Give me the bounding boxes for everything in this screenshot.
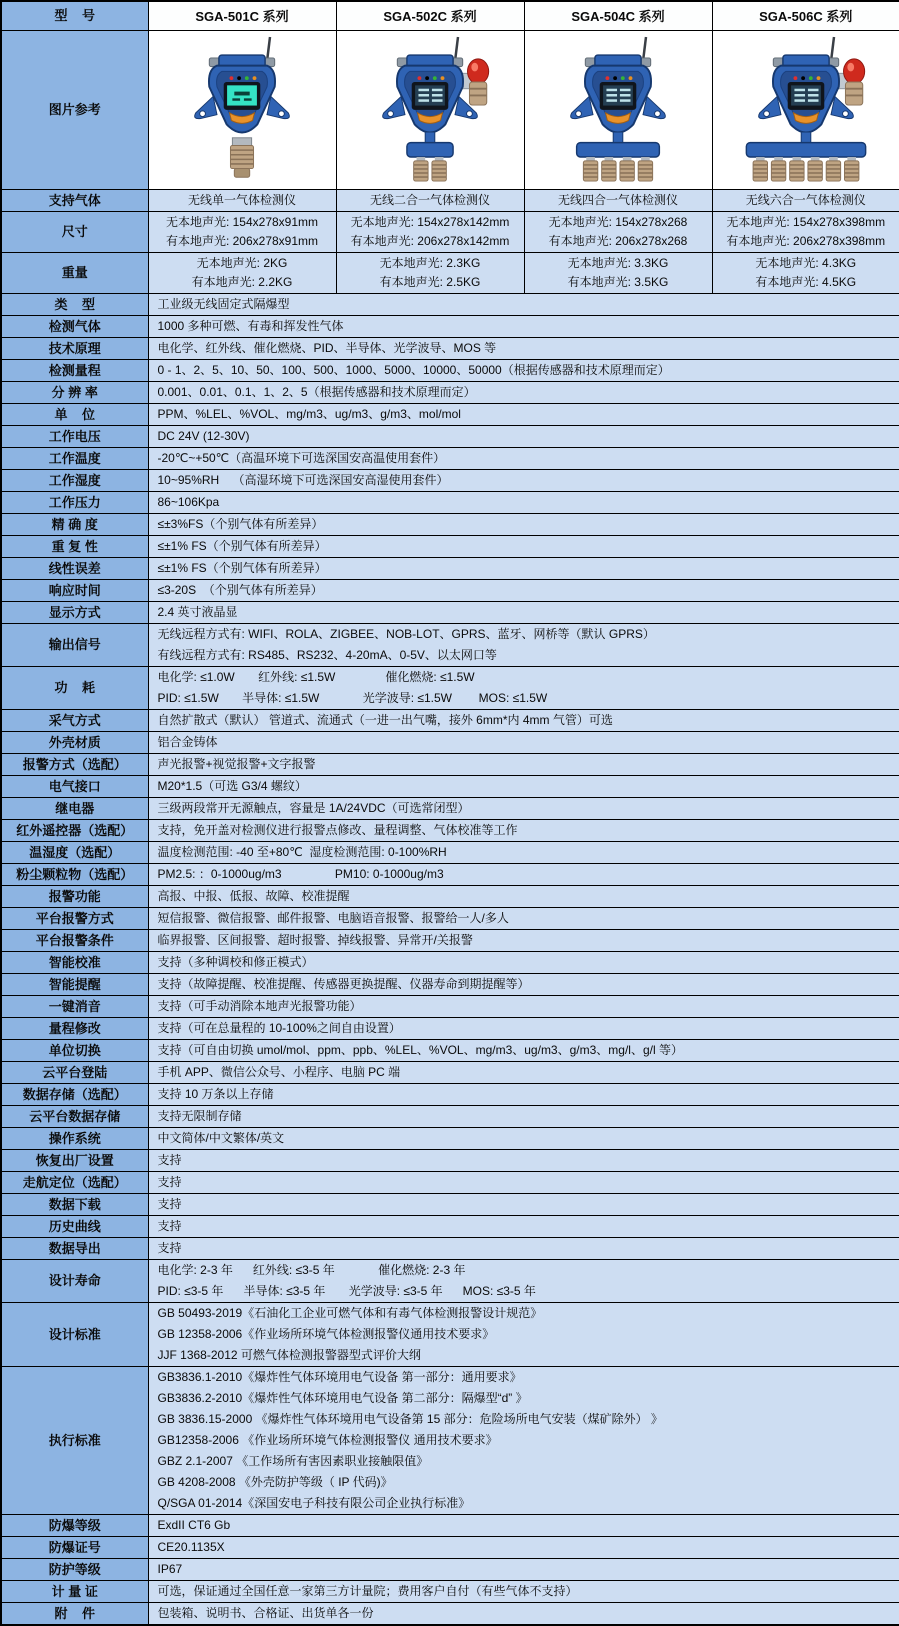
- spec-row: [1, 1039, 899, 1061]
- model-header-2: SGA-504C 系列: [524, 1, 712, 30]
- device-illustration-0: [155, 31, 329, 188]
- row-label: 电气接口: [1, 775, 148, 797]
- row-label: 设计标准: [1, 1302, 148, 1366]
- row-label: 精 确 度: [1, 513, 148, 535]
- row-label: 防护等级: [1, 1558, 148, 1580]
- text-line: 2.4 英寸液晶显: [149, 602, 899, 623]
- spec-row: [1, 557, 899, 579]
- device-image-cell-0: [148, 30, 336, 189]
- spec-value-cell: [148, 929, 899, 951]
- row-label: 类 型: [1, 293, 148, 315]
- spec-row: [1, 381, 899, 403]
- text-line: 支持（可手动消除本地声光报警功能）: [149, 996, 899, 1017]
- row-label: 检测气体: [1, 315, 148, 337]
- spec-row: [1, 1215, 899, 1237]
- spec-value-cell: [148, 513, 899, 535]
- text-line: 有本地声光: 4.5KG: [713, 273, 899, 292]
- text-line: GB 3836.15-2000 《爆炸性气体环境用电气设备第 15 部分：危险场所电气安装（煤矿除外） 》: [149, 1409, 899, 1430]
- model-row-label: 型 号: [1, 1, 148, 30]
- text-line: 10~95%RH （高湿环境下可选深国安高湿使用套件）: [149, 470, 899, 491]
- text-line: 无本地声光: 3.3KG: [525, 254, 712, 273]
- text-line: DC 24V (12-30V): [149, 426, 899, 447]
- text-line: 有本地声光: 206x278x268: [525, 232, 712, 251]
- row-label: 功 耗: [1, 666, 148, 709]
- row-label: 防爆等级: [1, 1514, 148, 1536]
- multi-value-cell: [336, 211, 524, 252]
- text-line: 支持 10 万条以上存储: [149, 1084, 899, 1105]
- text-line: ≤3-20S （个别气体有所差异）: [149, 580, 899, 601]
- spec-row: [1, 1514, 899, 1536]
- row-label: 单位切换: [1, 1039, 148, 1061]
- spec-value-cell: [148, 1193, 899, 1215]
- text-line: PM2.5: ：0-1000ug/m3 PM10: 0-1000ug/m3: [149, 864, 899, 885]
- text-line: GB12358-2006 《作业场所环境气体检测报警仪 通用技术要求》: [149, 1430, 899, 1451]
- text-line: PPM、%LEL、%VOL、mg/m3、ug/m3、g/m3、mol/mol: [149, 404, 899, 425]
- multi-row-1: [1, 211, 899, 252]
- spec-row: [1, 337, 899, 359]
- row-label: 红外遥控器（选配）: [1, 819, 148, 841]
- spec-value-cell: [148, 623, 899, 666]
- spec-row: [1, 753, 899, 775]
- spec-row: [1, 1017, 899, 1039]
- row-label: 一键消音: [1, 995, 148, 1017]
- spec-value-cell: [148, 1083, 899, 1105]
- row-label: 检测量程: [1, 359, 148, 381]
- row-label: 粉尘颗粒物（选配）: [1, 863, 148, 885]
- row-label: 重量: [1, 252, 148, 293]
- multi-value-cell: [336, 189, 524, 211]
- text-line: 声光报警+视觉报警+文字报警: [149, 754, 899, 775]
- spec-row: [1, 885, 899, 907]
- text-line: 有本地声光: 2.2KG: [149, 273, 336, 292]
- row-label: 分 辨 率: [1, 381, 148, 403]
- text-line: 无本地声光: 2KG: [149, 254, 336, 273]
- text-line: CE20.1135X: [149, 1537, 899, 1558]
- text-line: 温度检测范围: -40 至+80℃ 湿度检测范围: 0-100%RH: [149, 842, 899, 863]
- row-label: 工作湿度: [1, 469, 148, 491]
- spec-row: [1, 1580, 899, 1602]
- spec-value-cell: [148, 753, 899, 775]
- spec-value-cell: [148, 1259, 899, 1302]
- text-line: 无线六合一气体检测仪: [713, 191, 899, 210]
- spec-value-cell: [148, 1039, 899, 1061]
- row-label: 恢复出厂设置: [1, 1149, 148, 1171]
- spec-row: [1, 491, 899, 513]
- spec-row: [1, 403, 899, 425]
- text-line: 支持: [149, 1238, 899, 1259]
- text-line: 三级两段常开无源触点，容量是 1A/24VDC（可选常闭型）: [149, 798, 899, 819]
- spec-row: [1, 1061, 899, 1083]
- spec-row: [1, 973, 899, 995]
- spec-value-cell: [148, 731, 899, 753]
- multi-value-cell: [148, 211, 336, 252]
- text-line: 短信报警、微信报警、邮件报警、电脑语音报警、报警给一人/多人: [149, 908, 899, 929]
- text-line: GB3836.1-2010《爆炸性气体环境用电气设备 第一部分：通用要求》: [149, 1367, 899, 1388]
- row-label: 设计寿命: [1, 1259, 148, 1302]
- text-line: 铝合金铸体: [149, 732, 899, 753]
- spec-value-cell: [148, 535, 899, 557]
- text-line: 手机 APP、微信公众号、小程序、电脑 PC 端: [149, 1062, 899, 1083]
- spec-value-cell: [148, 1580, 899, 1602]
- text-line: 支持: [149, 1194, 899, 1215]
- spec-value-cell: [148, 293, 899, 315]
- spec-row: [1, 1259, 899, 1302]
- spec-row: [1, 1602, 899, 1625]
- spec-row: [1, 293, 899, 315]
- spec-row: [1, 1149, 899, 1171]
- text-line: 支持，免开盖对检测仪进行报警点修改、量程调整、气体校准等工作: [149, 820, 899, 841]
- spec-value-cell: [148, 1061, 899, 1083]
- text-line: PID: ≤3-5 年 半导体: ≤3-5 年 光学波导: ≤3-5 年 MOS: ≤3-5 年: [149, 1281, 899, 1302]
- spec-row: [1, 819, 899, 841]
- spec-row: [1, 315, 899, 337]
- row-label: 智能校准: [1, 951, 148, 973]
- spec-row: [1, 535, 899, 557]
- text-line: 无线四合一气体检测仪: [525, 191, 712, 210]
- spec-row: [1, 863, 899, 885]
- spec-row: [1, 1237, 899, 1259]
- row-label: 继电器: [1, 797, 148, 819]
- spec-value-cell: [148, 579, 899, 601]
- spec-row: [1, 1302, 899, 1366]
- spec-value-cell: [148, 951, 899, 973]
- text-line: 可选，保证通过全国任意一家第三方计量院；费用客户自付（有些气体不支持）: [149, 1581, 899, 1602]
- spec-value-cell: [148, 447, 899, 469]
- multi-value-cell: [524, 211, 712, 252]
- model-header-3: SGA-506C 系列: [712, 1, 899, 30]
- spec-row: [1, 929, 899, 951]
- text-line: GB 4208-2008 《外壳防护等级（ IP 代码)》: [149, 1472, 899, 1493]
- text-line: 支持（可在总量程的 10-100%之间自由设置）: [149, 1018, 899, 1039]
- spec-value-cell: [148, 1017, 899, 1039]
- row-label: 防爆证号: [1, 1536, 148, 1558]
- row-label: 执行标准: [1, 1366, 148, 1514]
- row-label: 单 位: [1, 403, 148, 425]
- text-line: 无本地声光: 154x278x398mm: [713, 213, 899, 232]
- text-line: 支持无限制存储: [149, 1106, 899, 1127]
- device-image-cell-1: [336, 30, 524, 189]
- spec-value-cell: [148, 403, 899, 425]
- spec-row: [1, 666, 899, 709]
- spec-row: [1, 907, 899, 929]
- text-line: 高报、中报、低报、故障、校准提醒: [149, 886, 899, 907]
- row-label: 平台报警方式: [1, 907, 148, 929]
- text-line: ExdII CT6 Gb: [149, 1515, 899, 1536]
- row-label: 报警方式（选配）: [1, 753, 148, 775]
- spec-value-cell: [148, 841, 899, 863]
- row-label: 云平台数据存储: [1, 1105, 148, 1127]
- model-header-1: SGA-502C 系列: [336, 1, 524, 30]
- spec-value-cell: [148, 1558, 899, 1580]
- row-label: 计 量 证: [1, 1580, 148, 1602]
- row-label: 工作压力: [1, 491, 148, 513]
- row-label: 工作电压: [1, 425, 148, 447]
- text-line: 电化学: 2-3 年 红外线: ≤3-5 年 催化燃烧: 2-3 年: [149, 1260, 899, 1281]
- multi-value-cell: [712, 189, 899, 211]
- text-line: 1000 多种可燃、有毒和挥发性气体: [149, 316, 899, 337]
- spec-row: [1, 731, 899, 753]
- text-line: 0.001、0.01、0.1、1、2、5（根据传感器和技术原理而定）: [149, 382, 899, 403]
- spec-row: [1, 513, 899, 535]
- spec-value-cell: [148, 819, 899, 841]
- row-label: 附 件: [1, 1602, 148, 1625]
- text-line: 有本地声光: 3.5KG: [525, 273, 712, 292]
- spec-row: [1, 447, 899, 469]
- spec-row: [1, 601, 899, 623]
- spec-value-cell: [148, 557, 899, 579]
- text-line: Q/SGA 01-2014《深国安电子科技有限公司企业执行标准》: [149, 1493, 899, 1514]
- row-label: 技术原理: [1, 337, 148, 359]
- spec-value-cell: [148, 709, 899, 731]
- text-line: 电化学: ≤1.0W 红外线: ≤1.5W 催化燃烧: ≤1.5W: [149, 667, 899, 688]
- row-label: 显示方式: [1, 601, 148, 623]
- spec-value-cell: [148, 885, 899, 907]
- row-label: 输出信号: [1, 623, 148, 666]
- device-illustration-3: [719, 31, 893, 188]
- text-line: 有本地声光: 206x278x91mm: [149, 232, 336, 251]
- text-line: 无本地声光: 154x278x268: [525, 213, 712, 232]
- model-header-0: SGA-501C 系列: [148, 1, 336, 30]
- spec-row: [1, 623, 899, 666]
- spec-value-cell: [148, 666, 899, 709]
- spec-row: [1, 841, 899, 863]
- row-label: 温湿度（选配）: [1, 841, 148, 863]
- text-line: -20℃~+50℃（高温环境下可选深国安高温使用套件）: [149, 448, 899, 469]
- multi-row-0: [1, 189, 899, 211]
- row-label: 外壳材质: [1, 731, 148, 753]
- text-line: 包装箱、说明书、合格证、出货单各一份: [149, 1603, 899, 1624]
- text-line: GB 12358-2006《作业场所环境气体检测报警仪通用技术要求》: [149, 1324, 899, 1345]
- multi-row-2: [1, 252, 899, 293]
- text-line: ≤±1% FS（个别气体有所差异）: [149, 536, 899, 557]
- spec-value-cell: [148, 359, 899, 381]
- spec-value-cell: [148, 337, 899, 359]
- spec-row: [1, 1127, 899, 1149]
- text-line: 无本地声光: 154x278x91mm: [149, 213, 336, 232]
- text-line: 支持（多种调校和修正模式）: [149, 952, 899, 973]
- spec-value-cell: [148, 1237, 899, 1259]
- spec-value-cell: [148, 775, 899, 797]
- spec-value-cell: [148, 1514, 899, 1536]
- text-line: 电化学、红外线、催化燃烧、PID、半导体、光学波导、MOS 等: [149, 338, 899, 359]
- spec-row: [1, 797, 899, 819]
- spec-value-cell: [148, 797, 899, 819]
- row-label: 重 复 性: [1, 535, 148, 557]
- row-label: 云平台登陆: [1, 1061, 148, 1083]
- text-line: ≤±3%FS（个别气体有所差异）: [149, 514, 899, 535]
- row-label: 响应时间: [1, 579, 148, 601]
- spec-value-cell: [148, 1149, 899, 1171]
- spec-value-cell: [148, 995, 899, 1017]
- spec-row: [1, 579, 899, 601]
- text-line: 无线二合一气体检测仪: [337, 191, 524, 210]
- spec-row: [1, 709, 899, 731]
- spec-value-cell: [148, 1302, 899, 1366]
- spec-value-cell: [148, 1171, 899, 1193]
- spec-row: [1, 1193, 899, 1215]
- row-label: 数据存储（选配）: [1, 1083, 148, 1105]
- row-label: 支持气体: [1, 189, 148, 211]
- row-label: 工作温度: [1, 447, 148, 469]
- spec-value-cell: [148, 1366, 899, 1514]
- text-line: 支持: [149, 1216, 899, 1237]
- spec-value-cell: [148, 973, 899, 995]
- multi-value-cell: [712, 211, 899, 252]
- spec-value-cell: [148, 907, 899, 929]
- row-label: 尺寸: [1, 211, 148, 252]
- text-line: GB 50493-2019《石油化工企业可燃气体和有毒气体检测报警设计规范》: [149, 1303, 899, 1324]
- row-label: 智能提醒: [1, 973, 148, 995]
- text-line: 86~106Kpa: [149, 492, 899, 513]
- spec-value-cell: [148, 491, 899, 513]
- spec-row: [1, 951, 899, 973]
- spec-row: [1, 775, 899, 797]
- multi-value-cell: [524, 252, 712, 293]
- image-row-label: 图片参考: [1, 30, 148, 189]
- row-label: 报警功能: [1, 885, 148, 907]
- spec-value-cell: [148, 381, 899, 403]
- spec-row: [1, 359, 899, 381]
- row-label: 数据导出: [1, 1237, 148, 1259]
- text-line: GBZ 2.1-2007 《工作场所有害因素职业接触限值》: [149, 1451, 899, 1472]
- spec-row: [1, 1105, 899, 1127]
- text-line: 有本地声光: 2.5KG: [337, 273, 524, 292]
- header-row: [1, 1, 899, 30]
- text-line: 无本地声光: 4.3KG: [713, 254, 899, 273]
- spec-value-cell: [148, 425, 899, 447]
- device-image-cell-3: [712, 30, 899, 189]
- spec-row: [1, 1366, 899, 1514]
- text-line: IP67: [149, 1559, 899, 1580]
- spec-value-cell: [148, 1536, 899, 1558]
- text-line: 支持: [149, 1172, 899, 1193]
- multi-value-cell: [524, 189, 712, 211]
- device-image-cell-2: [524, 30, 712, 189]
- text-line: 支持（故障提醒、校准提醒、传感器更换提醒、仪器寿命到期提醒等）: [149, 974, 899, 995]
- spec-value-cell: [148, 315, 899, 337]
- spec-value-cell: [148, 1105, 899, 1127]
- text-line: 无线单一气体检测仪: [149, 191, 336, 210]
- multi-value-cell: [712, 252, 899, 293]
- spec-value-cell: [148, 469, 899, 491]
- row-label: 操作系统: [1, 1127, 148, 1149]
- text-line: 无本地声光: 154x278x142mm: [337, 213, 524, 232]
- text-line: 支持（可自由切换 umol/mol、ppm、ppb、%LEL、%VOL、mg/m3、ug/m3、g/m3、mg/l、g/l 等）: [149, 1040, 899, 1061]
- spec-value-cell: [148, 1215, 899, 1237]
- multi-value-cell: [336, 252, 524, 293]
- text-line: 有本地声光: 206x278x398mm: [713, 232, 899, 251]
- row-label: 历史曲线: [1, 1215, 148, 1237]
- text-line: M20*1.5（可选 G3/4 螺纹）: [149, 776, 899, 797]
- multi-value-cell: [148, 252, 336, 293]
- text-line: ≤±1% FS（个别气体有所差异）: [149, 558, 899, 579]
- spec-row: [1, 995, 899, 1017]
- spec-value-cell: [148, 1127, 899, 1149]
- text-line: PID: ≤1.5W 半导体: ≤1.5W 光学波导: ≤1.5W MOS: ≤1.5W: [149, 688, 899, 709]
- text-line: 中文简体/中文繁体/英文: [149, 1128, 899, 1149]
- spec-value-cell: [148, 863, 899, 885]
- row-label: 量程修改: [1, 1017, 148, 1039]
- text-line: 无本地声光: 2.3KG: [337, 254, 524, 273]
- row-label: 数据下载: [1, 1193, 148, 1215]
- spec-row: [1, 425, 899, 447]
- row-label: 走航定位（选配）: [1, 1171, 148, 1193]
- device-illustration-1: [343, 31, 517, 188]
- text-line: 有线远程方式有: RS485、RS232、4-20mA、0-5V、以太网口等: [149, 645, 899, 666]
- text-line: 0 - 1、2、5、10、50、100、500、1000、5000、10000、50000（根据传感器和技术原理而定）: [149, 360, 899, 381]
- text-line: 工业级无线固定式隔爆型: [149, 294, 899, 315]
- spec-row: [1, 1536, 899, 1558]
- spec-row: [1, 1083, 899, 1105]
- text-line: 有本地声光: 206x278x142mm: [337, 232, 524, 251]
- text-line: 临界报警、区间报警、超时报警、掉线报警、异常开/关报警: [149, 930, 899, 951]
- device-illustration-2: [531, 31, 705, 188]
- spec-value-cell: [148, 1602, 899, 1625]
- spec-row: [1, 1171, 899, 1193]
- text-line: 自然扩散式（默认） 管道式、流通式（一进一出气嘴，接外 6mm*内 4mm 气管）可选: [149, 710, 899, 731]
- text-line: 无线远程方式有: WIFI、ROLA、ZIGBEE、NOB-LOT、GPRS、蓝牙、网桥等（默认 GPRS）: [149, 624, 899, 645]
- spec-value-cell: [148, 601, 899, 623]
- image-row: [1, 30, 899, 189]
- row-label: 平台报警条件: [1, 929, 148, 951]
- row-label: 采气方式: [1, 709, 148, 731]
- text-line: 支持: [149, 1150, 899, 1171]
- multi-value-cell: [148, 189, 336, 211]
- spec-row: [1, 469, 899, 491]
- row-label: 线性误差: [1, 557, 148, 579]
- text-line: GB3836.2-2010《爆炸性气体环境用电气设备 第二部分：隔爆型“d” 》: [149, 1388, 899, 1409]
- text-line: JJF 1368-2012 可燃气体检测报警器型式评价大纲: [149, 1345, 899, 1366]
- spec-row: [1, 1558, 899, 1580]
